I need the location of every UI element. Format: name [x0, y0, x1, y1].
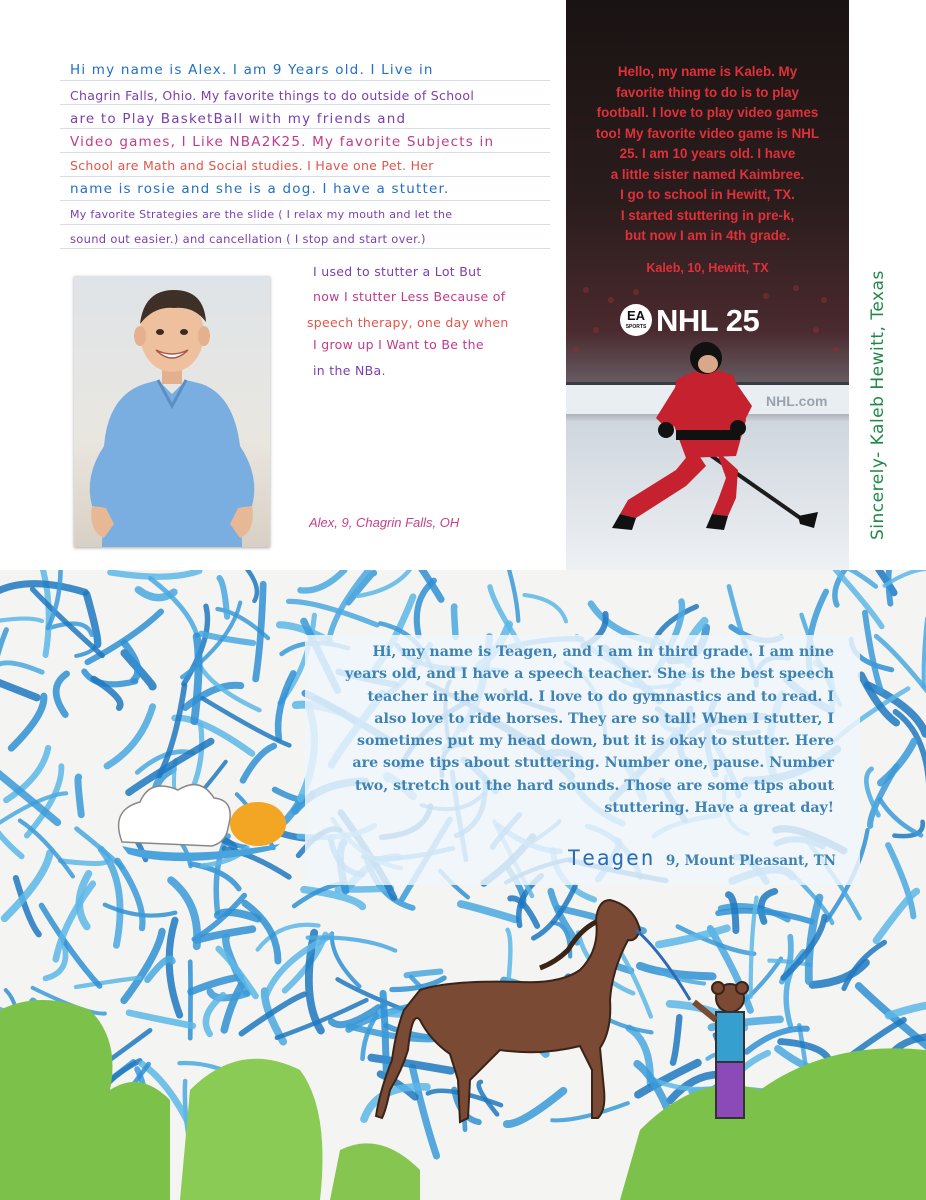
teagen-letter-line: sometimes put my head down, but it is okay to stutter. Here — [356, 733, 834, 750]
nhl25-logo — [620, 302, 800, 340]
svg-text:NHL.com: NHL.com — [766, 393, 828, 409]
kaleb-letter-line: favorite thing to do is to play — [615, 84, 799, 100]
teagen-letter-line: also love to ride horses. They are so tall! When I stutter, I — [374, 710, 834, 727]
teagen-letter-box — [305, 635, 860, 885]
teagen-letter-line: are some tips about stuttering. Number one, pause. Number — [352, 755, 834, 772]
teagen-letter — [327, 641, 834, 819]
kaleb-letter-line: but now I am in 4th grade. — [624, 228, 791, 243]
ruled-line — [60, 200, 550, 201]
teagen-letter-line: two, stretch out the hard sounds. Those are some tips about — [355, 777, 834, 794]
kaleb-letter-line: 25. I am 10 years old. I have — [619, 146, 796, 161]
kaleb-letter-line: I go to school in Hewitt, TX. — [620, 187, 795, 202]
alex-portrait-illustration — [74, 276, 270, 547]
alex-note-line: now I stutter Less Because of — [313, 289, 506, 304]
alex-handwritten-letter — [60, 50, 550, 260]
sky-scribble-stroke — [194, 636, 198, 721]
nhl25-title: NHL 25 — [656, 303, 760, 338]
teagen-caption: 9, Mount Pleasant, TN — [665, 853, 836, 869]
ruled-line — [60, 152, 550, 153]
alex-photo — [74, 276, 270, 547]
alex-letter-line: Hi my name is Alex. I am 9 Years old. I Live in — [70, 62, 434, 78]
kaleb-letter — [576, 62, 839, 247]
alex-letter-line: Chagrin Falls, Ohio. My favorite things to do outside of School — [70, 88, 475, 103]
ea-sports-icon: EA SPORTS — [620, 304, 652, 336]
sky-scribble-stroke — [508, 930, 511, 987]
teagen-letter-line: Hi, my name is Teagen, and I am in third grade. I am nine — [372, 644, 834, 660]
alex-note-line: speech therapy, one day when — [307, 315, 509, 330]
sky-scribble-stroke — [454, 607, 456, 638]
kaleb-letter-line: I started stuttering in pre-k, — [620, 207, 795, 223]
kaleb-letter-line: Hello, my name is Kaleb. My — [617, 64, 798, 79]
alex-caption: Alex, 9, Chagrin Falls, OH — [309, 515, 460, 530]
sky-scribble-stroke — [60, 861, 107, 864]
sky-scribble-stroke — [78, 777, 81, 815]
kaleb-signature: Sincerely- Kaleb Hewitt, Texas — [868, 270, 888, 540]
teagen-letter-line: teacher in the world. I love to do gymnastics and to read. I — [367, 688, 834, 705]
sky-scribble-stroke — [407, 972, 441, 976]
alex-handwritten-note — [305, 258, 555, 388]
ruled-line — [60, 176, 550, 177]
ruled-line — [60, 104, 550, 105]
alex-note-line: I grow up I Want to Be the — [313, 337, 484, 352]
alex-note-line: in the NBa. — [313, 363, 386, 378]
alex-letter-line: School are Math and Social studies. I Have one Pet. Her — [70, 158, 434, 173]
ruled-line — [60, 224, 550, 225]
kaleb-panel — [566, 0, 849, 570]
kaleb-caption: Kaleb, 10, Hewitt, TX — [646, 261, 769, 275]
ruled-line — [60, 128, 550, 129]
kaleb-letter-line: football. I love to play video games — [596, 105, 819, 120]
kaleb-letter-line: too! My favorite video game is NHL — [595, 125, 820, 141]
teagen-signature-row — [568, 846, 836, 870]
alex-letter-line: sound out easier.) and cancellation ( I stop and start over.) — [70, 232, 426, 246]
teagen-signature: Teagen — [567, 846, 656, 870]
kaleb-letter-line: a little sister named Kaimbree. — [610, 166, 805, 182]
alex-letter-line: are to Play BasketBall with my friends and — [70, 111, 407, 127]
ruled-line — [60, 248, 550, 249]
ruled-line — [60, 80, 550, 81]
teagen-letter-line: stuttering. Have a great day! — [604, 800, 834, 817]
alex-letter-line: My favorite Strategies are the slide ( I relax my mouth and let the — [70, 208, 453, 221]
teagen-letter-line: years old, and I have a speech teacher. She is the best speech — [345, 666, 834, 683]
alex-letter-line: Video games, I Like NBA2K25. My favorite Subjects in — [70, 134, 495, 150]
alex-note-line: I used to stutter a Lot But — [313, 264, 482, 279]
alex-letter-line: name is rosie and she is a dog. I have a stutter. — [70, 181, 450, 197]
